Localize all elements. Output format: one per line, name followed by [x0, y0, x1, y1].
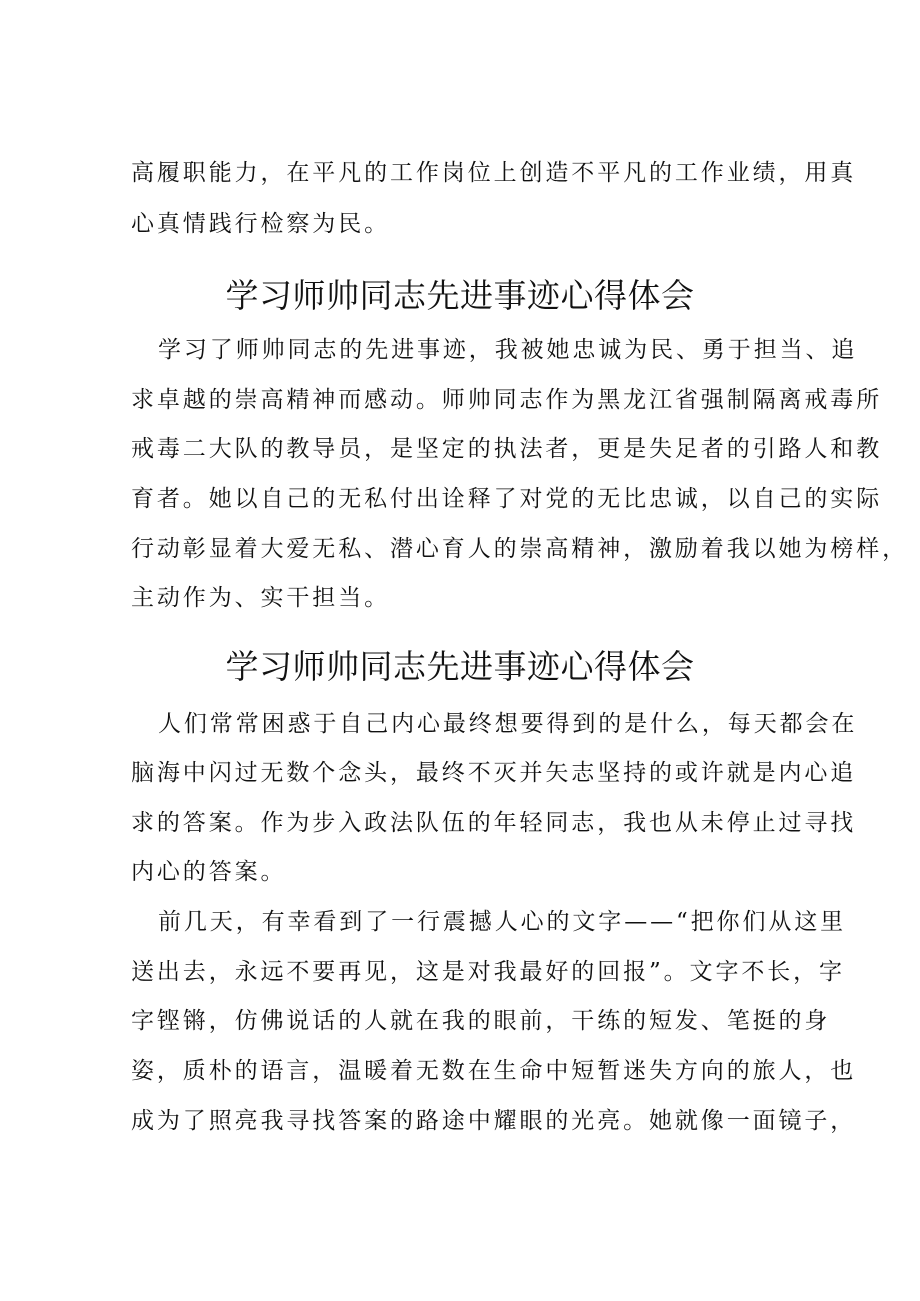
- paragraph-line: 求的答案。作为步入政法队伍的年轻同志，我也从未停止过寻找: [131, 810, 857, 836]
- intro-line: 心真情践行检察为民。: [131, 211, 390, 237]
- paragraph-line: 戒毒二大队的教导员，是坚定的执法者，更是失足者的引路人和教: [131, 436, 883, 462]
- section-heading: 学习师帅同志先进事迹心得体会: [225, 276, 695, 315]
- paragraph-line: 行动彰显着大爱无私、潜心育人的崇高精神，激励着我以她为榜样，: [131, 536, 908, 562]
- paragraph-line: 人们常常困惑于自己内心最终想要得到的是什么，每天都会在: [158, 711, 858, 737]
- intro-line: 高履职能力，在平凡的工作岗位上创造不平凡的工作业绩，用真: [131, 160, 857, 186]
- paragraph-line: 送出去，永远不要再见，这是对我最好的回报”。文字不长，字: [131, 959, 845, 985]
- paragraph-line: 前几天，有幸看到了一行震撼人心的文字——“把你们从这里: [158, 909, 847, 935]
- paragraph-line: 求卓越的崇高精神而感动。师帅同志作为黑龙江省强制隔离戒毒所: [131, 387, 883, 413]
- paragraph-line: 学习了师帅同志的先进事迹，我被她忠诚为民、勇于担当、追: [158, 337, 858, 363]
- section-heading: 学习师帅同志先进事迹心得体会: [225, 647, 695, 686]
- paragraph-line: 成为了照亮我寻找答案的路途中耀眼的光亮。她就像一面镜子，: [131, 1108, 857, 1134]
- paragraph-line: 字铿锵，仿佛说话的人就在我的眼前，干练的短发、笔挺的身: [131, 1008, 831, 1034]
- paragraph-line: 脑海中闪过无数个念头，最终不灭并矢志坚持的或许就是内心追: [131, 760, 857, 786]
- paragraph-line: 主动作为、实干担当。: [131, 585, 390, 611]
- paragraph-line: 姿，质朴的语言，温暖着无数在生命中短暂迷失方向的旅人，也: [131, 1058, 857, 1084]
- paragraph-line: 育者。她以自己的无私付出诠释了对党的无比忠诚，以自己的实际: [131, 486, 883, 512]
- paragraph-line: 内心的答案。: [131, 859, 287, 885]
